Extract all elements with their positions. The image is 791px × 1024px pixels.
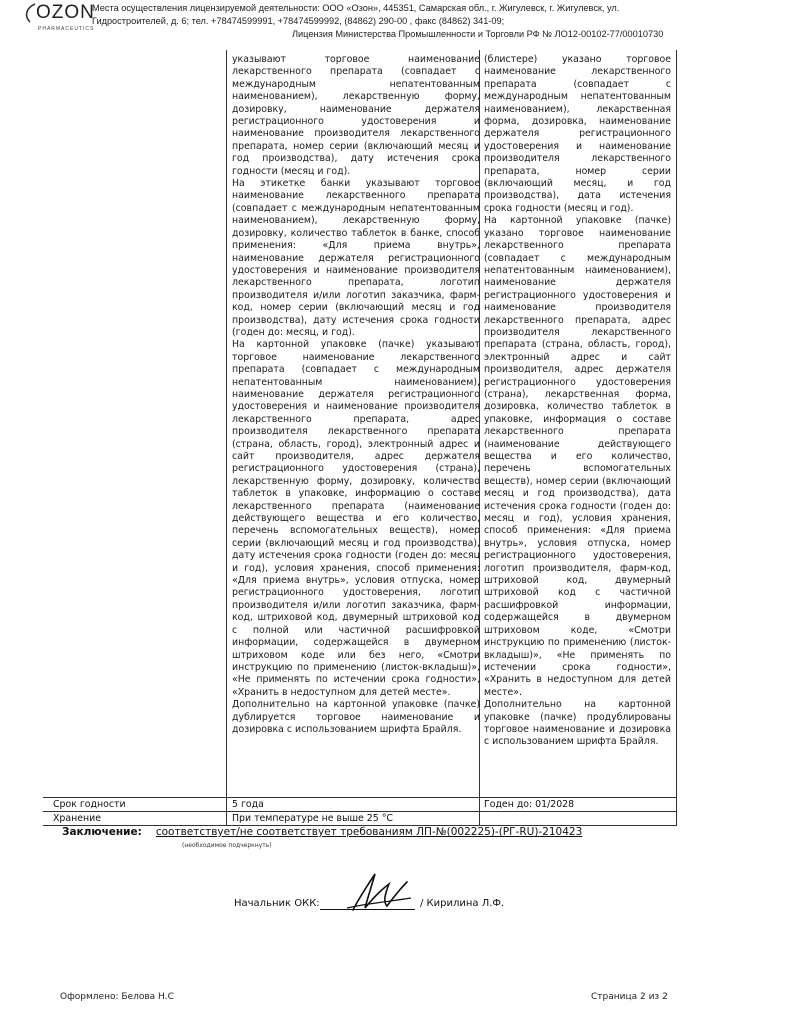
- conclusion: [62, 826, 582, 838]
- requirements-column: [232, 54, 480, 736]
- table-row-line-1: [43, 797, 677, 798]
- result-paragraph: (блистере) указано торговое наименование лекарственного препарата (совпадает с международным непатентованным наименованием), лекарственная форма, дозировка, наименование держателя регистрационного удостоверения и наименование производителя лекарственного препарата, номер серии (включающий месяц, и год производства), дата истечения срока годности (месяц и год).: [484, 54, 671, 214]
- conclusion-label: Заключение:: [62, 826, 142, 838]
- shelf-life-label: Срок годности: [53, 799, 126, 810]
- storage-value: При температуре не выше 25 °С: [232, 813, 393, 824]
- specification-table: [43, 50, 763, 825]
- table-left-column: [43, 50, 223, 795]
- requirement-paragraph: На этикетке банки указывают торговое наименование лекарственного препарата (совпадает с международным непатентованным наименованием), лекарственную форму, дозировку, количество таблеток в банке, способ применения: «Для приема внутрь», наименование держателя регистрационного удостоверения и наименование производителя лекарственного препарата, логотип производителя и/или логотип заказчика, фарм-код, номер серии (включающий месяц и год производства), дату истечения срока годности (годен до: месяц, и год).: [232, 178, 480, 338]
- requirement-paragraph: На картонной упаковке (пачке) указывают торговое наименование лекарственного препарата (совпадает с международным непатентованным наименованием), наименование держателя регистрационного удостоверения и наименование производителя лекарственного препарата, адрес производителя лекарственного препарата (страна, область, город), электронный адрес и сайт производителя, адрес держателя регистрационного удостоверения (страна), лекарственную форму, дозировку, количество таблеток в упаковке, информацию о составе лекарственного препарата (наименование действующего вещества и его количество, перечень вспомогательных веществ), номер серии (включающий месяц и год производства), дату истечения срока годности (годен до: месяц и год), условия хранения, способ применения: «Для приема внутрь», условия отпуска, номер регистрационного удостоверения, логотип производителя и/или логотип заказчика, фарм-код, штриховой код, двумерный штриховой код с полной или частичной расшифровкой информации, содержащейся в двумерном штриховом коде или без него, «Смотри инструкцию по применению (листок-вкладыш)», «Не применять по истечении срока годности», «Хранить в недоступном для детей месте».: [232, 339, 480, 698]
- page-number: Страница 2 из 2: [591, 992, 668, 1002]
- handwritten-signature: [345, 868, 415, 914]
- conclusion-text: соответствует/не соответствует требованиям ЛП-№(002225)-(РГ-RU)-210423: [155, 826, 583, 838]
- table-row-line-2: [43, 811, 677, 812]
- logo-subtext: PHARMACEUTICS: [38, 26, 95, 32]
- storage-label: Хранение: [53, 813, 102, 824]
- requirement-paragraph: указывают торговое наименование лекарственного препарата (совпадает с международным непатентованным наименованием), лекарственную форму, дозировку, наименование держателя регистрационного удостоверения и наименование производителя лекарственного препарата, номер серии (включающий месяц и год производства), дату истечения срока годности (месяц и год).: [232, 54, 480, 177]
- table-divider-1: [226, 50, 227, 825]
- signature-title: Начальник ОКК:: [234, 898, 320, 909]
- company-logo: [22, 2, 95, 38]
- result-paragraph: На картонной упаковке (пачке) указано торговое наименование лекарственного препарата (совпадает с международным непатентованным наименованием), наименование держателя регистрационного удостоверения и наименование производителя лекарственного препарата, адрес производителя лекарственного препарата (страна, область, город), электронный адрес и сайт производителя, адрес держателя регистрационного удостоверения (страна), лекарственная форма, дозировка, количество таблеток в упаковке, информация о составе лекарственного препарата (наименование действующего вещества и его количество, перечень вспомогательных веществ), номер серии (включающий месяц и год производства), дата истечения срока годности (годен до: месяц и год), условия хранения, способ применения: «Для приема внутрь», условия отпуска, номер регистрационного удостоверения, логотип производителя, фарм-код, штриховой код, двумерный штриховой код с частичной расшифровкой информации, содержащейся в двумерном штриховом коде, «Смотри инструкцию по применению (листок-вкладыш)», «Не применять по истечении срока годности», «Хранить в недоступном для детей месте».: [484, 215, 671, 698]
- results-column: [484, 54, 671, 749]
- result-paragraph: Дополнительно на картонной упаковке (пачке) продублированы торговое наименование и дозировка с использованием шрифта Брайля.: [484, 699, 671, 748]
- signer-name: / Кирилина Л.Ф.: [420, 898, 505, 909]
- conclusion-hint: (необходимое подчеркнуть): [182, 842, 272, 849]
- prepared-by: Оформлено: Белова Н.С: [60, 992, 174, 1002]
- logo-word: OZON: [36, 2, 95, 23]
- shelf-life-value: 5 года: [232, 799, 264, 810]
- table-divider-3: [676, 50, 677, 825]
- header-line-2: Гидростроителей, д. 6; тел. +78474599991, +78474599992, (84862) 290-00 , факс (84862) 341-09;: [92, 16, 505, 26]
- license-header: [92, 2, 692, 41]
- header-line-3: Лицензия Министерства Промышленности и Торговли РФ № ЛО12-00102-77/00010730: [292, 29, 664, 39]
- header-line-1: Места осуществления лицензируемой деятельности: ООО «Озон», 445351, Самарская обл., г. Жигулевск, г. Жигулевск, ул.: [92, 3, 620, 13]
- shelf-life-result: Годен до: 01/2028: [484, 799, 575, 810]
- requirement-paragraph: Дополнительно на картонной упаковке (пачке) дублируется торговое наименование и дозировка с использованием шрифта Брайля.: [232, 699, 480, 735]
